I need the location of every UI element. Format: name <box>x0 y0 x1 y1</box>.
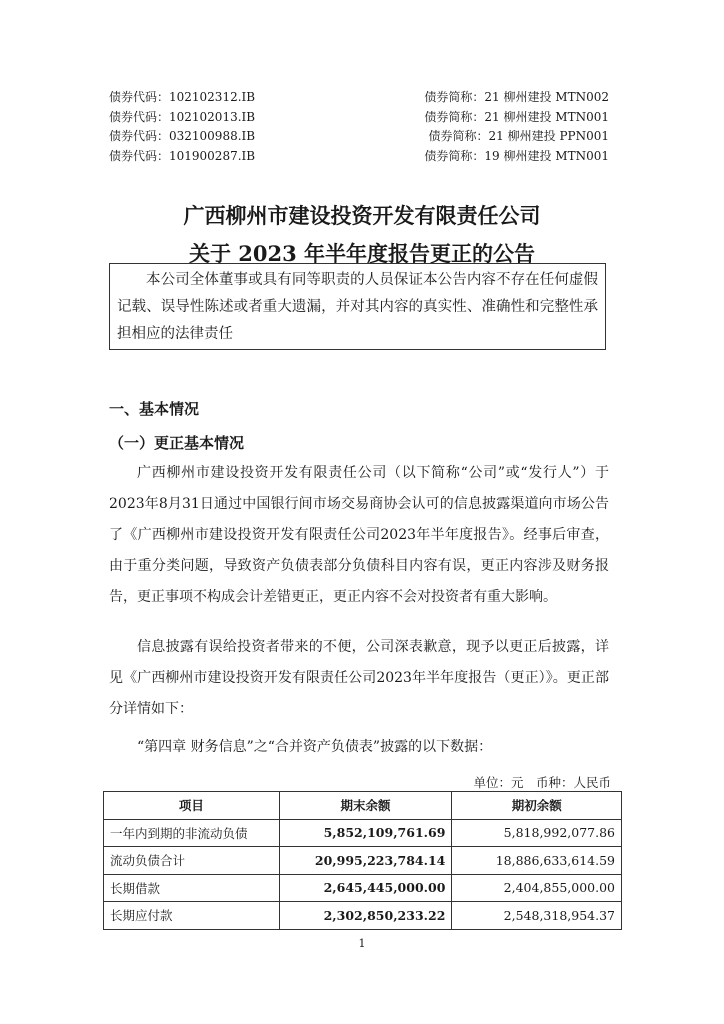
bond-code: 债券代码：101900287.IB <box>109 148 256 163</box>
table-row <box>104 874 622 902</box>
disclaimer-box <box>109 263 606 350</box>
paragraph-text: 广西柳州市建设投资开发有限责任公司（以下简称“公司”或“发行人”）于2023年8月31日通过中国银行间市场交易商协会认可的信息披露渠道向市场公告了《广西柳州市建设投资开发有限责任公司2023年半年度报告》。经事后审查，由于重分类问题，导致资产负债表部分负债科目内容有误，更正内容涉及财务报告，更正事项不构成会计差错更正，更正内容不会对投资者有重大影响。 <box>109 465 609 605</box>
ending-balance-value: 5,852,109,761.69 <box>279 819 452 847</box>
paragraph-text: 信息披露有误给投资者带来的不便，公司深表歉意，现予以更正后披露，详见《广西柳州市建设投资开发有限责任公司2023年半年度报告（更正）》。更正部分详情如下： <box>109 639 609 717</box>
balance-sheet-table <box>103 791 622 930</box>
disclaimer-text: 本公司全体董事或具有同等职责的人员保证本公告内容不存在任何虚假记载、误导性陈述或者重大遗漏，并对其内容的真实性、准确性和完整性承担相应的法律责任 <box>117 272 598 342</box>
row-item: 流动负债合计 <box>104 847 280 875</box>
ending-balance-value: 2,645,445,000.00 <box>279 874 452 902</box>
bond-abbreviation: 债券简称：21 柳州建投 MTN002 <box>424 90 609 104</box>
document-title-line1: 广西柳州市建设投资开发有限责任公司 <box>183 203 541 228</box>
body-paragraph-2 <box>109 632 609 725</box>
bond-code: 债券代码：102102013.IB <box>109 109 256 124</box>
row-item: 一年内到期的非流动负债 <box>104 819 280 847</box>
table-row <box>104 847 622 875</box>
bond-code-list <box>109 88 609 166</box>
table-row <box>104 819 622 847</box>
column-header-item: 项目 <box>104 792 280 820</box>
opening-balance-value: 18,886,633,614.59 <box>452 847 622 875</box>
bond-abbreviation: 债券简称：21 柳州建投 PPN001 <box>428 129 609 143</box>
opening-balance-value: 5,818,992,077.86 <box>452 819 622 847</box>
ending-balance-value: 20,995,223,784.14 <box>279 847 452 875</box>
column-header-ending-balance: 期末余额 <box>279 792 452 820</box>
sub-section-heading: （一）更正基本情况 <box>109 434 245 452</box>
table-intro: “第四章 财务信息”之“合并资产负债表”披露的以下数据： <box>137 739 493 755</box>
document-title-line2: 关于 2023 年半年度报告更正的公告 <box>188 241 536 266</box>
row-item: 长期应付款 <box>104 902 280 930</box>
bond-code: 债券代码：032100988.IB <box>109 129 256 143</box>
bond-code-row <box>109 147 609 167</box>
body-paragraph-1 <box>109 458 609 613</box>
opening-balance-value: 2,404,855,000.00 <box>452 874 622 902</box>
page-number: 1 <box>358 937 366 950</box>
table-unit-label: 单位：元 币种：人民币 <box>473 775 611 790</box>
row-item: 长期借款 <box>104 874 280 902</box>
bond-abbreviation: 债券简称：21 柳州建投 MTN001 <box>424 109 609 124</box>
bond-code-row <box>109 108 609 128</box>
bond-code-row <box>109 127 609 147</box>
bond-abbreviation: 债券简称：19 柳州建投 MTN001 <box>424 148 609 163</box>
ending-balance-value: 2,302,850,233.22 <box>279 902 452 930</box>
bond-code-row <box>109 88 609 108</box>
opening-balance-value: 2,548,318,954.37 <box>452 902 622 930</box>
bond-code: 债券代码：102102312.IB <box>109 90 256 104</box>
column-header-opening-balance: 期初余额 <box>452 792 622 820</box>
table-row <box>104 902 622 930</box>
table-header-row <box>104 792 622 820</box>
section-heading: 一、基本情况 <box>109 400 200 418</box>
